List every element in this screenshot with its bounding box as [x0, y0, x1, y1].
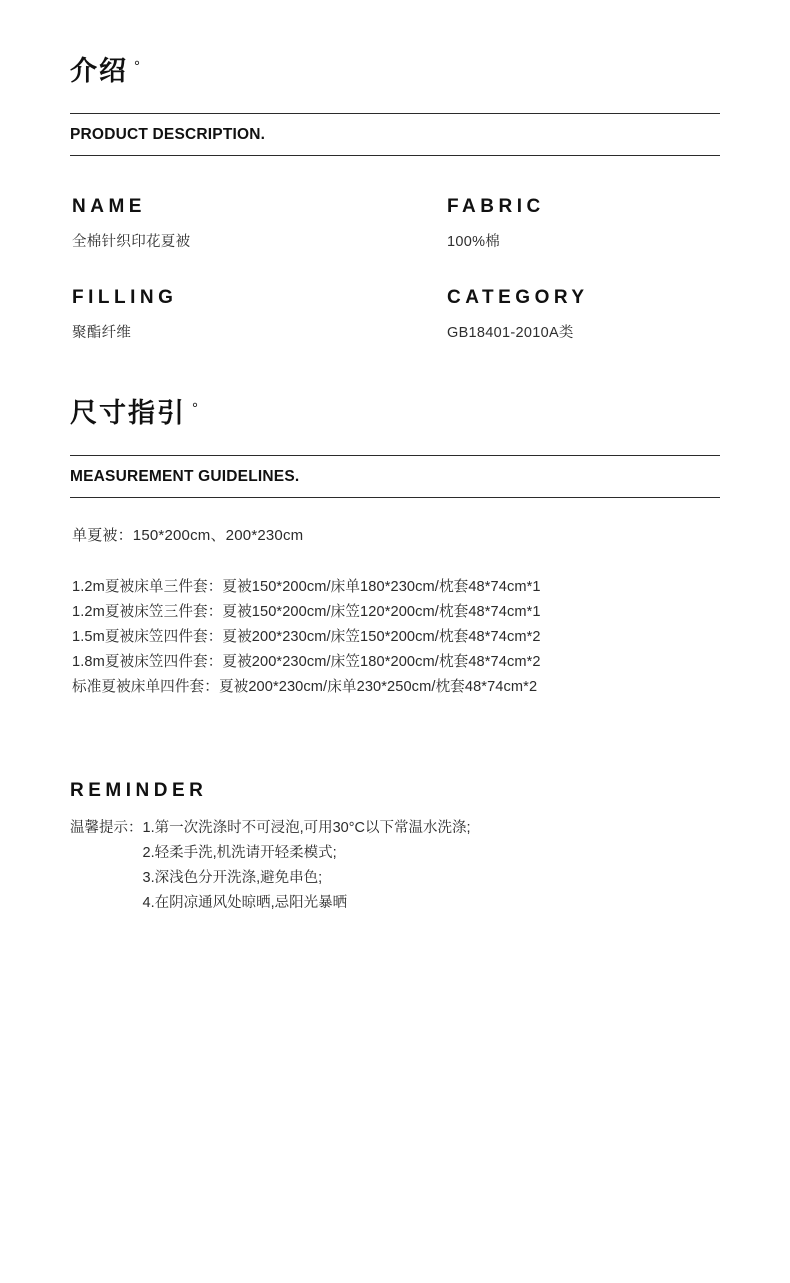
list-item: 标准夏被床单四件套：夏被200*230cm/床单230*250cm/枕套48*74cm*2	[72, 679, 538, 695]
list-item: 2.轻柔手洗,机洗请开轻柔模式;	[142, 845, 337, 861]
spec-value: 聚酯纤维	[72, 325, 132, 341]
spec-item-fabric	[445, 196, 720, 251]
intro-section	[70, 0, 720, 342]
intro-title-text: 介绍	[70, 56, 128, 86]
spec-value: 全棉针织印花夏被	[72, 234, 191, 250]
list-item: 4.在阴凉通风处晾晒,忌阳光暴晒	[142, 895, 348, 911]
spec-label: CATEGORY	[447, 287, 589, 308]
intro-subtitle: PRODUCT DESCRIPTION.	[70, 126, 266, 143]
reminder-lead: 温馨提示：	[70, 820, 143, 836]
spec-value: GB18401-2010A类	[447, 325, 574, 341]
degree-mark-icon: °	[134, 58, 142, 75]
list-item: 1.2m夏被床单三件套：夏被150*200cm/床单180*230cm/枕套48*74cm*1	[72, 579, 541, 595]
reminder-item-list	[143, 816, 471, 916]
list-item: 1.5m夏被床笠四件套：夏被200*230cm/床笠150*200cm/枕套48*74cm*2	[72, 629, 541, 645]
spec-grid	[70, 196, 720, 342]
reminder-title: REMINDER	[70, 780, 208, 801]
list-item: 1.第一次洗涤时不可浸泡,可用30°C以下常温水洗涤;	[142, 820, 471, 836]
size-title-text: 尺寸指引	[70, 398, 186, 428]
size-guide-section	[70, 400, 720, 700]
spec-label: NAME	[72, 196, 146, 217]
intro-subtitle-rule-block	[70, 113, 720, 156]
set-size-list	[70, 575, 720, 700]
intro-title	[70, 58, 720, 85]
spec-item-category	[445, 287, 720, 342]
size-title	[70, 400, 720, 427]
list-item: 1.8m夏被床笠四件套：夏被200*230cm/床笠180*200cm/枕套48*74cm*2	[72, 654, 541, 670]
list-item: 1.2m夏被床笠三件套：夏被150*200cm/床笠120*200cm/枕套48*74cm*1	[72, 604, 541, 620]
reminder-section	[70, 780, 720, 916]
size-subtitle-rule-block	[70, 455, 720, 498]
degree-mark-icon: °	[192, 400, 200, 417]
single-quilt-size: 单夏被：150*200cm、200*230cm	[72, 527, 304, 544]
spec-value: 100%棉	[447, 234, 501, 250]
size-subtitle: MEASUREMENT GUIDELINES.	[70, 468, 300, 485]
spec-item-name	[70, 196, 445, 251]
spec-item-filling	[70, 287, 445, 342]
spec-label: FABRIC	[447, 196, 545, 217]
spec-label: FILLING	[72, 287, 178, 308]
reminder-body	[70, 816, 720, 916]
list-item: 3.深浅色分开洗涤,避免串色;	[142, 870, 323, 886]
